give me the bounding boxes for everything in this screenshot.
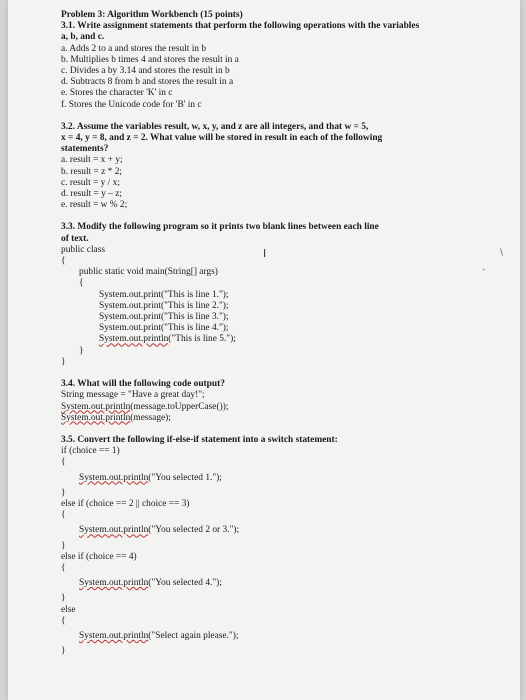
section-3-2-heading-cont: x = 4, y = 8, and z = 2. What value will be stored in result in each of the following — [61, 133, 383, 144]
code-line: } — [61, 646, 66, 657]
code-line: { — [61, 457, 66, 468]
list-item: c. Divides a by 3.14 and stores the result in b — [61, 66, 230, 77]
code-line: { — [61, 615, 66, 626]
document-page — [8, 0, 520, 700]
code-line — [61, 334, 501, 345]
println-object: System.out.println — [79, 578, 149, 589]
list-item: a. Adds 2 to a and stores the result in b — [61, 43, 207, 54]
println-object: System.out.println — [79, 525, 149, 536]
code-line: System.out.print("This is line 2."); — [99, 300, 229, 311]
section-3-2-heading: 3.2. Assume the variables result, w, x, y, and z are all integers, and that w = 5, — [61, 121, 369, 132]
list-item: f. Stores the Unicode code for 'B' in c — [61, 99, 202, 110]
code-line: System.out.print("This is line 3."); — [99, 312, 229, 323]
code-line: } — [61, 356, 66, 367]
code-line: public class — [61, 244, 106, 255]
list-item: b. Multiplies b times 4 and stores the result in a — [61, 54, 239, 65]
code-line — [61, 578, 501, 589]
code-line: } — [61, 540, 66, 551]
section-3-3-heading: 3.3. Modify the following program so it prints two blank lines between each line — [61, 222, 379, 233]
println-argument: ("You selected 4."); — [148, 578, 222, 589]
code-line: if (choice == 1) — [61, 446, 120, 457]
println-argument: ("This is line 5."); — [168, 334, 236, 345]
section-3-1-heading-cont: a, b, and c. — [61, 32, 105, 43]
text-cursor-icon: Ι — [263, 247, 267, 260]
code-line: public static void main(String[] args) — [79, 267, 218, 278]
println-object: System.out.println — [61, 412, 131, 423]
section-3-2-heading-end: statements? — [61, 144, 109, 155]
code-line: { — [61, 256, 66, 267]
section-3-3-heading-cont: of text. — [61, 233, 89, 244]
list-item: d. result = y – z; — [61, 189, 123, 200]
code-line: else if (choice == 4) — [61, 551, 137, 562]
section-3-1-heading: 3.1. Write assignment statements that perform the following operations with the variables — [61, 21, 420, 32]
println-object: System.out.println — [99, 334, 169, 345]
code-line — [61, 413, 501, 424]
list-item: d. Subtracts 8 from b and stores the result in a — [61, 77, 234, 88]
println-argument: (message.toUpperCase()); — [130, 401, 229, 412]
list-item: e. result = w % 2; — [61, 200, 128, 211]
section-3-5-heading: 3.5. Convert the following if-else-if statement into a switch statement: — [61, 434, 338, 445]
stray-mark-icon: \ — [500, 248, 504, 258]
stray-dot-icon: - — [482, 265, 486, 275]
code-line: } — [61, 593, 66, 604]
code-line: String message = "Have a great day!"; — [61, 390, 205, 401]
code-line — [61, 402, 501, 413]
code-line: } — [61, 487, 66, 498]
println-object: System.out.println — [61, 401, 131, 412]
code-line: else if (choice == 2 || choice == 3) — [61, 498, 190, 509]
code-line: System.out.print("This is line 1."); — [99, 289, 229, 300]
code-line — [61, 631, 501, 642]
println-argument: ("You selected 2 or 3."); — [148, 525, 240, 536]
page-content — [61, 10, 504, 657]
code-line: { — [61, 562, 66, 573]
code-line: } — [79, 345, 84, 356]
println-object: System.out.println — [79, 630, 149, 641]
code-line: System.out.print("This is line 4."); — [99, 323, 229, 334]
println-argument: ("You selected 1."); — [148, 472, 222, 483]
section-3-4-heading: 3.4. What will the following code output? — [61, 379, 225, 390]
println-argument: (message); — [130, 412, 171, 423]
list-item: e. Stores the character 'K' in c — [61, 88, 173, 99]
println-object: System.out.println — [79, 472, 149, 483]
problem-title: Problem 3: Algorithm Workbench (15 points) — [61, 10, 243, 20]
code-line: else — [61, 604, 76, 615]
list-item: b. result = z * 2; — [61, 166, 123, 177]
code-line: { — [61, 510, 66, 521]
list-item: a. result = x + y; — [61, 155, 123, 166]
code-line: { — [79, 278, 84, 289]
list-item: c. result = y / x; — [61, 177, 120, 188]
code-line — [61, 473, 501, 484]
println-argument: ("Select again please."); — [148, 630, 239, 641]
code-line — [61, 525, 501, 536]
